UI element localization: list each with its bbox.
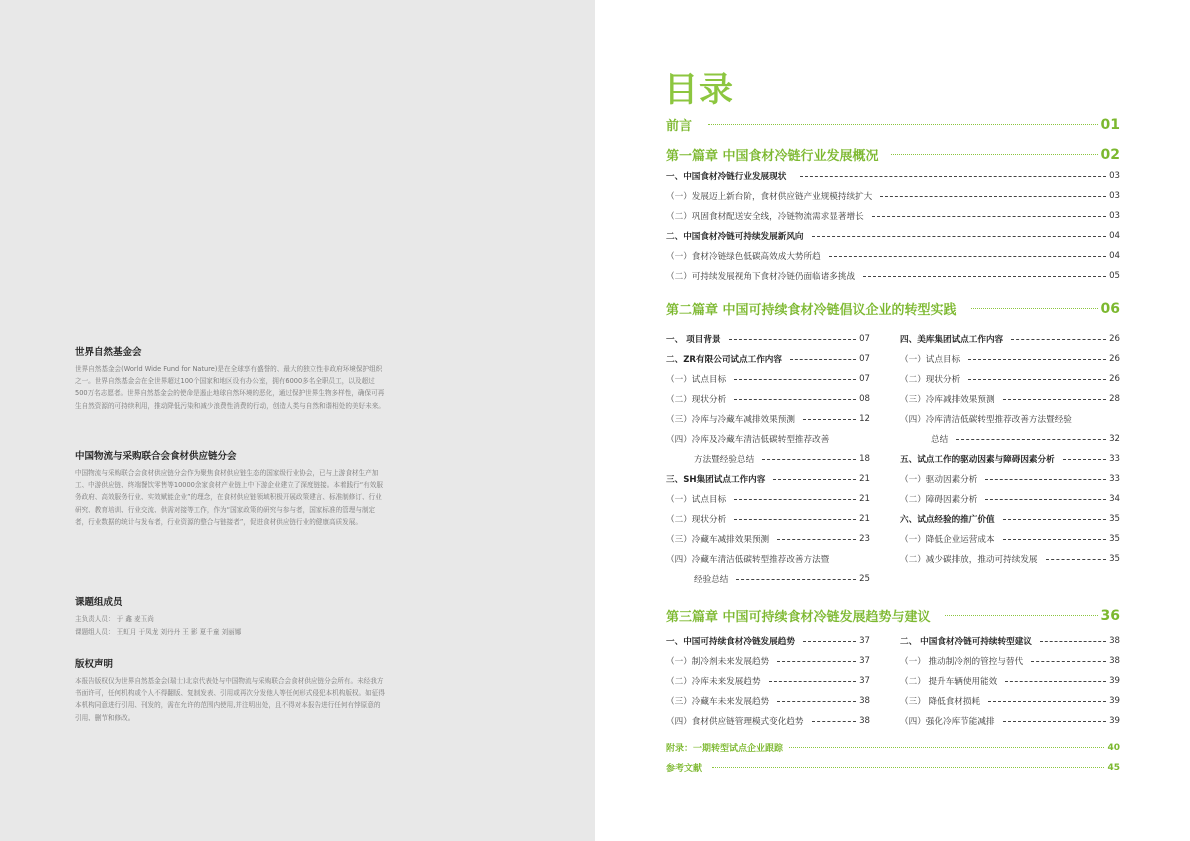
toc-item-label: （三）冷藏车减排效果预测	[666, 535, 770, 545]
toc-part3[interactable]	[666, 606, 1120, 625]
dash-leader	[800, 176, 1106, 177]
toc-item[interactable]	[900, 333, 1120, 345]
toc-item-label: 二、ZR有限公司试点工作内容	[666, 355, 782, 365]
toc-item-page: 08	[859, 394, 870, 404]
toc-item-page: 21	[859, 494, 870, 504]
dot-leader	[789, 747, 1104, 748]
wwf-section	[75, 344, 385, 412]
toc-item[interactable]	[666, 170, 1120, 182]
dash-leader	[812, 236, 1107, 237]
toc-item-page: 04	[1109, 251, 1120, 261]
toc-item-page: 03	[1109, 211, 1120, 221]
toc-references-label: 参考文献	[666, 764, 703, 774]
toc-item-page: 12	[859, 414, 870, 424]
toc-item-page: 34	[1109, 494, 1120, 504]
toc-item-label: （一）试点目标	[666, 495, 727, 505]
toc-item-label: （四）强化冷库节能减排	[900, 717, 995, 727]
toc-item[interactable]	[666, 695, 870, 707]
toc-item[interactable]	[666, 675, 870, 687]
dash-leader	[1003, 721, 1107, 722]
toc-item-page: 21	[859, 514, 870, 524]
toc-item-label: （三） 降低食材损耗	[900, 697, 981, 707]
dash-leader	[777, 539, 856, 540]
dash-leader	[1031, 661, 1106, 662]
toc-item-label: （四）冷库清洁低碳转型推荐改善方法暨经验	[900, 415, 1072, 425]
toc-item-page: 33	[1109, 474, 1120, 484]
toc-item-label: （四）冷库及冷藏车清洁低碳转型推荐改善	[666, 435, 830, 445]
dash-leader	[803, 641, 856, 642]
toc-item[interactable]	[900, 533, 1120, 545]
dash-leader	[762, 459, 856, 460]
dot-leader	[971, 308, 1098, 309]
toc-item[interactable]	[666, 250, 1120, 262]
toc-item-label: （一）试点目标	[666, 375, 727, 385]
team-lead: 主负责人员： 于 鑫 麦玉尚	[75, 615, 154, 623]
toc-item-label: （一） 推动制冷剂的管控与替代	[900, 657, 1024, 667]
toc-part1-page: 02	[1100, 146, 1120, 163]
toc-preface-label: 前言	[666, 119, 693, 134]
toc-item-page: 38	[859, 696, 870, 706]
toc-item[interactable]	[900, 393, 1120, 405]
toc-item[interactable]	[900, 353, 1120, 365]
dash-leader	[729, 339, 857, 340]
toc-item-label: 一、中国可持续食材冷链发展趋势	[666, 637, 795, 647]
dash-leader	[734, 519, 856, 520]
dot-leader	[708, 124, 1098, 125]
dot-leader	[712, 767, 1104, 768]
toc-appendix[interactable]	[666, 741, 1120, 754]
toc-item[interactable]	[666, 553, 870, 565]
toc-item-label: 二、中国食材冷链可持续发展新风向	[666, 232, 804, 242]
toc-item-page: 07	[859, 334, 870, 344]
dot-leader	[945, 615, 1098, 616]
dash-leader	[1063, 459, 1106, 460]
toc-item-label: （二）障碍因素分析	[900, 495, 978, 505]
dash-leader	[777, 661, 856, 662]
toc-item-page: 37	[859, 636, 870, 646]
wwf-body: 世界自然基金会(World Wide Fund for Nature)是在全球享有盛誉的、最大的独立性非政府环境保护组织之一。世界自然基金会在全世界超过100个国家和地区设有办公室，拥有6000多名全职员工，以及超过500万名志愿者。世界自然基金会的使命是遏止地球自然环境的恶化，通过保护世界生物多样性，确保可再生自然资源的可持续利用，推动降低污染和减少浪费性消费的行动，创造人类与自然和谐相处的美好未来。	[75, 365, 385, 410]
dash-leader	[734, 379, 856, 380]
toc-item-page: 35	[1109, 514, 1120, 524]
toc-item-label: （一）制冷剂未来发展趋势	[666, 657, 770, 667]
dash-leader	[863, 276, 1106, 277]
cflp-section	[75, 448, 385, 528]
toc-item-page: 21	[859, 474, 870, 484]
toc-item-label: 方法暨经验总结	[694, 455, 755, 465]
toc-preface[interactable]	[666, 115, 1120, 134]
toc-references[interactable]	[666, 761, 1120, 774]
toc-item-label: （二）可持续发展视角下食材冷链仍面临诸多挑战	[666, 272, 856, 282]
toc-item-page: 37	[859, 656, 870, 666]
toc-item-page: 33	[1109, 454, 1120, 464]
toc-item-label: 总结	[931, 435, 949, 445]
toc-item-label: （一）驱动因素分析	[900, 475, 978, 485]
dash-leader	[968, 379, 1106, 380]
toc-item[interactable]	[900, 635, 1120, 647]
toc-item-label: （一）发展迈上新台阶，食材供应链产业规模持续扩大	[666, 192, 873, 202]
toc-item-page: 35	[1109, 554, 1120, 564]
toc-preface-page: 01	[1100, 116, 1120, 133]
dash-leader	[1003, 519, 1107, 520]
toc-item-page: 04	[1109, 231, 1120, 241]
toc-item[interactable]	[900, 453, 1120, 465]
toc-item-label: 二、 中国食材冷链可持续转型建议	[900, 637, 1032, 647]
toc-item[interactable]	[666, 635, 870, 647]
toc-item-label: （二） 提升车辆使用能效	[900, 677, 998, 687]
toc-item-label: （四）食材供应链管理模式变化趋势	[666, 717, 804, 727]
toc-item-label: （二）巩固食材配送安全线，冷链物流需求显著增长	[666, 212, 864, 222]
toc-item-page: 07	[859, 374, 870, 384]
toc-item-page: 39	[1109, 676, 1120, 686]
toc-item-label: （四）冷藏车清洁低碳转型推荐改善方法暨	[666, 555, 830, 565]
dash-leader	[1040, 641, 1106, 642]
dash-leader	[803, 419, 856, 420]
toc-item-page: 28	[1109, 394, 1120, 404]
toc-item-label: （三）冷藏车未来发展趋势	[666, 697, 770, 707]
wwf-title: 世界自然基金会	[75, 347, 142, 358]
dash-leader	[872, 216, 1106, 217]
cflp-body: 中国物流与采购联合会食材供应链分会作为聚焦食材供应链生态的国家级行业协会，已与上游食材生产加工、中游供应链、终端餐饮零售等10000余家食材产业链上中下游企业建立了深度链接。本着践行“有效服务政府、高效服务行业、实效赋能企业”的理念，在食材供应链领域积极开展政策建言、标准制修订、行业研究、教育培训、行业交流、供需对接等工作，作为“国家政策的研究与参与者，国家标准的管理与制定者，行业数据的统计与发布者，行业资源的整合与链接者”，促进食材供应链行业的健康高质发展。	[75, 469, 383, 526]
toc-item[interactable]	[666, 433, 870, 445]
toc-appendix-label: 附录：一期转型试点企业跟踪	[666, 744, 784, 754]
copyright-title: 版权声明	[75, 659, 114, 670]
dash-leader	[1003, 539, 1107, 540]
toc-item-label: 一、 项目背景	[666, 335, 721, 345]
toc-item-page: 38	[859, 716, 870, 726]
toc-item[interactable]	[666, 473, 870, 485]
toc-item-label: （二）减少碳排放，推动可持续发展	[900, 555, 1038, 565]
toc-item-label: （一）降低企业运营成本	[900, 535, 995, 545]
toc-item-page: 37	[859, 676, 870, 686]
toc-item[interactable]	[900, 493, 1120, 505]
toc-part2-page: 06	[1100, 300, 1120, 317]
toc-item[interactable]	[931, 433, 1120, 445]
toc-item[interactable]	[666, 230, 1120, 242]
toc-item-page: 07	[859, 354, 870, 364]
toc-item-label: （二）冷库未来发展趋势	[666, 677, 761, 687]
toc-item[interactable]	[900, 413, 1120, 425]
toc-item[interactable]	[666, 413, 870, 425]
toc-item-page: 26	[1109, 374, 1120, 384]
copyright-body: 本报告版权仅为世界自然基金会(瑞士)北京代表处与中国物流与采购联合会食材供应链分会所有。未经我方书面许可，任何机构或个人不得翻版、复制发表、引用或再次分发他人等任何形式侵犯本机构版权。如征得本机构同意进行引用、刊发的，需在允许的范围内使用,并注明出处，且不得对本报告进行任何有悖原意的引用、删节和修改。	[75, 677, 385, 722]
toc-part2-label: 第二篇章 中国可持续食材冷链倡议企业的转型实践	[666, 303, 957, 318]
toc-title: 目录	[664, 70, 734, 110]
dash-leader	[790, 359, 856, 360]
dash-leader	[829, 256, 1106, 257]
toc-part1-label: 第一篇章 中国食材冷链行业发展概况	[666, 149, 879, 164]
toc-item[interactable]	[900, 513, 1120, 525]
team-title: 课题组成员	[75, 597, 123, 608]
toc-item-label: 六、试点经验的推广价值	[900, 515, 995, 525]
toc-item[interactable]	[900, 675, 1120, 687]
toc-item[interactable]	[666, 333, 870, 345]
toc-item-label: （一）试点目标	[900, 355, 961, 365]
dash-leader	[812, 721, 857, 722]
toc-item-label: 四、美库集团试点工作内容	[900, 335, 1004, 345]
cflp-title: 中国物流与采购联合会食材供应链分会	[75, 451, 237, 462]
toc-item[interactable]	[666, 270, 1120, 282]
toc-item-label: （一）食材冷链绿色低碳高效成大势所趋	[666, 252, 821, 262]
toc-part1[interactable]	[666, 145, 1120, 164]
toc-item[interactable]	[900, 695, 1120, 707]
toc-item[interactable]	[666, 655, 870, 667]
toc-item[interactable]	[666, 210, 1120, 222]
toc-item-page: 18	[859, 454, 870, 464]
toc-item[interactable]	[900, 373, 1120, 385]
toc-item-page: 26	[1109, 354, 1120, 364]
toc-item-label: （三）冷库与冷藏车减排效果预测	[666, 415, 795, 425]
copyright-section	[75, 656, 385, 724]
dash-leader	[777, 701, 856, 702]
toc-item[interactable]	[694, 573, 870, 585]
dot-leader	[891, 154, 1098, 155]
team-section	[75, 594, 385, 638]
toc-item-page: 05	[1109, 271, 1120, 281]
toc-item-page: 38	[1109, 636, 1120, 646]
dash-leader	[1005, 681, 1106, 682]
toc-item[interactable]	[900, 655, 1120, 667]
dash-leader	[985, 479, 1106, 480]
dash-leader	[956, 439, 1106, 440]
toc-item-page: 32	[1109, 434, 1120, 444]
toc-item-label: （三）冷库减排效果预测	[900, 395, 995, 405]
dash-leader	[1003, 399, 1107, 400]
dash-leader	[1011, 339, 1106, 340]
dash-leader	[736, 579, 856, 580]
toc-item[interactable]	[900, 473, 1120, 485]
toc-appendix-page: 40	[1107, 742, 1120, 753]
toc-item[interactable]	[666, 715, 870, 727]
toc-item-label: 经验总结	[694, 575, 729, 585]
toc-item-page: 38	[1109, 656, 1120, 666]
toc-part3-page: 36	[1100, 607, 1120, 624]
dash-leader	[880, 196, 1106, 197]
toc-item-page: 39	[1109, 696, 1120, 706]
dash-leader	[985, 499, 1106, 500]
toc-item[interactable]	[900, 553, 1120, 565]
dash-leader	[1046, 559, 1107, 560]
toc-item[interactable]	[694, 453, 870, 465]
dash-leader	[773, 479, 856, 480]
dash-leader	[769, 681, 857, 682]
toc-item[interactable]	[666, 393, 870, 405]
toc-item-label: 五、试点工作的驱动因素与障碍因素分析	[900, 455, 1055, 465]
toc-item-label: （二）现状分析	[666, 515, 727, 525]
toc-item[interactable]	[900, 715, 1120, 727]
toc-item-page: 26	[1109, 334, 1120, 344]
toc-item[interactable]	[666, 190, 1120, 202]
toc-part3-label: 第三篇章 中国可持续食材冷链发展趋势与建议	[666, 610, 931, 625]
toc-item-page: 35	[1109, 534, 1120, 544]
toc-item-page: 25	[859, 574, 870, 584]
dash-leader	[734, 399, 856, 400]
toc-item-label: 三、SH集团试点工作内容	[666, 475, 766, 485]
toc-item-page: 03	[1109, 171, 1120, 181]
toc-item-page: 23	[859, 534, 870, 544]
toc-item-label: 一、中国食材冷链行业发展现状	[666, 172, 787, 182]
toc-item[interactable]	[666, 373, 870, 385]
toc-references-page: 45	[1107, 762, 1120, 773]
toc-item[interactable]	[666, 353, 870, 365]
toc-item-page: 03	[1109, 191, 1120, 201]
toc-item[interactable]	[666, 513, 870, 525]
toc-item-label: （二）现状分析	[666, 395, 727, 405]
dash-leader	[988, 701, 1106, 702]
toc-item[interactable]	[666, 493, 870, 505]
toc-item[interactable]	[666, 533, 870, 545]
team-members: 课题组人员： 王虹月 于凤龙 刘丹丹 王 影 夏千童 刘丽娜	[75, 627, 242, 636]
toc-item-label: （二）现状分析	[900, 375, 961, 385]
dash-leader	[968, 359, 1106, 360]
toc-item-page: 39	[1109, 716, 1120, 726]
dash-leader	[734, 499, 856, 500]
toc-part2[interactable]	[666, 299, 1120, 318]
